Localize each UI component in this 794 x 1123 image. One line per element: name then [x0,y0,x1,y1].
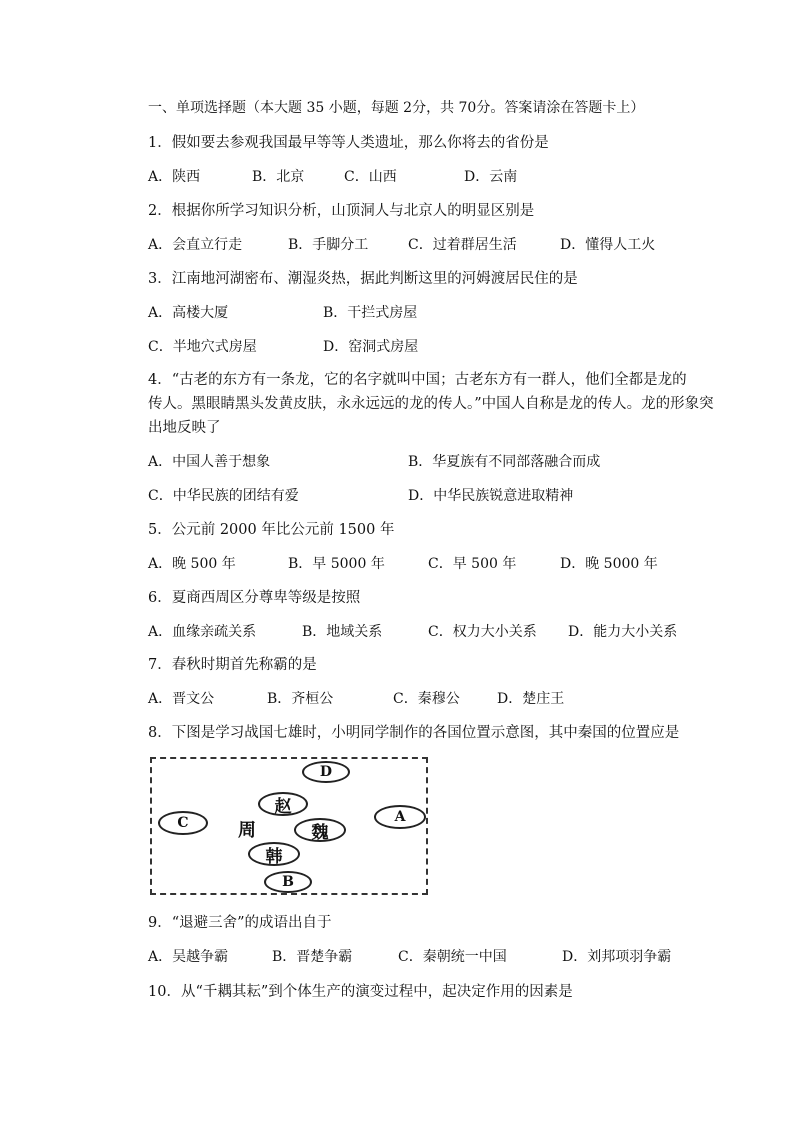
q1-option-c: C．山西 [344,169,397,185]
map-position-b: B [264,871,312,893]
question-7-stem: 7．春秋时期首先称霸的是 [148,657,317,673]
q7-option-c: C．秦穆公 [393,691,460,707]
q1-option-a: A．陕西 [148,169,201,185]
q3-option-c: C．半地穴式房屋 [148,339,257,355]
map-position-c: C [158,811,208,835]
q3-option-a: A．高楼大厦 [148,305,229,321]
q4-option-d: D．中华民族锐意进取精神 [408,488,574,504]
map-state-zhou: 周 [238,820,256,841]
question-2-stem: 2．根据你所学习知识分析，山顶洞人与北京人的明显区别是 [148,203,535,219]
q4-option-b: B．华夏族有不同部落融合而成 [408,454,601,470]
question-9-stem: 9．“退避三舍”的成语出自于 [148,915,332,931]
q5-option-c: C．早 500 年 [428,556,517,572]
q7-option-b: B．齐桓公 [267,691,334,707]
question-8-stem: 8．下图是学习战国七雄时，小明同学制作的各国位置示意图，其中秦国的位置应是 [148,725,680,741]
q1-option-b: B．北京 [252,169,305,185]
q5-option-b: B．早 5000 年 [288,556,385,572]
q5-option-d: D．晚 5000 年 [560,556,658,572]
q5-option-a: A．晚 500 年 [148,556,236,572]
q9-option-a: A．吴越争霸 [148,949,229,965]
question-10-stem: 10．从“千耦其耘”到个体生产的演变过程中，起决定作用的因素是 [148,984,573,1000]
q2-option-d: D．懂得人工火 [560,237,656,253]
q4-option-c: C．中华民族的团结有爱 [148,488,299,504]
q7-option-d: D．楚庄王 [497,691,565,707]
q6-option-d: D．能力大小关系 [568,624,678,640]
q3-option-d: D．窑洞式房屋 [323,339,419,355]
q1-option-d: D．云南 [464,169,518,185]
q9-option-b: B．晋楚争霸 [272,949,353,965]
map-state-han: 韩 [248,842,300,866]
question-1-stem: 1．假如要去参观我国最早等等人类遗址，那么你将去的省份是 [148,135,549,151]
q2-option-c: C．过着群居生活 [408,237,517,253]
map-state-wei: 魏 [294,818,346,842]
question-6-stem: 6．夏商西周区分尊卑等级是按照 [148,590,361,606]
map-position-a: A [374,805,426,829]
q3-option-b: B．干拦式房屋 [323,305,418,321]
q2-option-b: B．手脚分工 [288,237,369,253]
q6-option-a: A．血缘亲疏关系 [148,624,257,640]
q4-option-a: A．中国人善于想象 [148,454,271,470]
map-position-d: D [302,761,350,783]
q9-option-d: D．刘邦项羽争霸 [562,949,672,965]
q7-option-a: A．晋文公 [148,691,215,707]
question-4-stem-line1: 4．“古老的东方有一条龙，它的名字就叫中国；古老东方有一群人，他们全都是龙的 [148,372,687,388]
question-4-stem-line3: 出地反映了 [148,420,221,436]
section-title: 一、单项选择题（本大题 35 小题，每题 2分，共 70分。答案请涂在答题卡上） [148,100,645,116]
map-state-zhao: 赵 [258,792,308,816]
q2-option-a: A．会直立行走 [148,237,243,253]
question-3-stem: 3．江南地河湖密布、潮湿炎热，据此判断这里的河姆渡居民住的是 [148,271,578,287]
q6-option-b: B．地域关系 [302,624,383,640]
question-4-stem-line2: 传人。黑眼睛黑头发黄皮肤，永永远远的龙的传人。”中国人自称是龙的传人。龙的形象突 [148,396,714,412]
question-5-stem: 5．公元前 2000 年比公元前 1500 年 [148,522,395,538]
warring-states-map [150,757,428,895]
q6-option-c: C．权力大小关系 [428,624,537,640]
q9-option-c: C．秦朝统一中国 [398,949,507,965]
